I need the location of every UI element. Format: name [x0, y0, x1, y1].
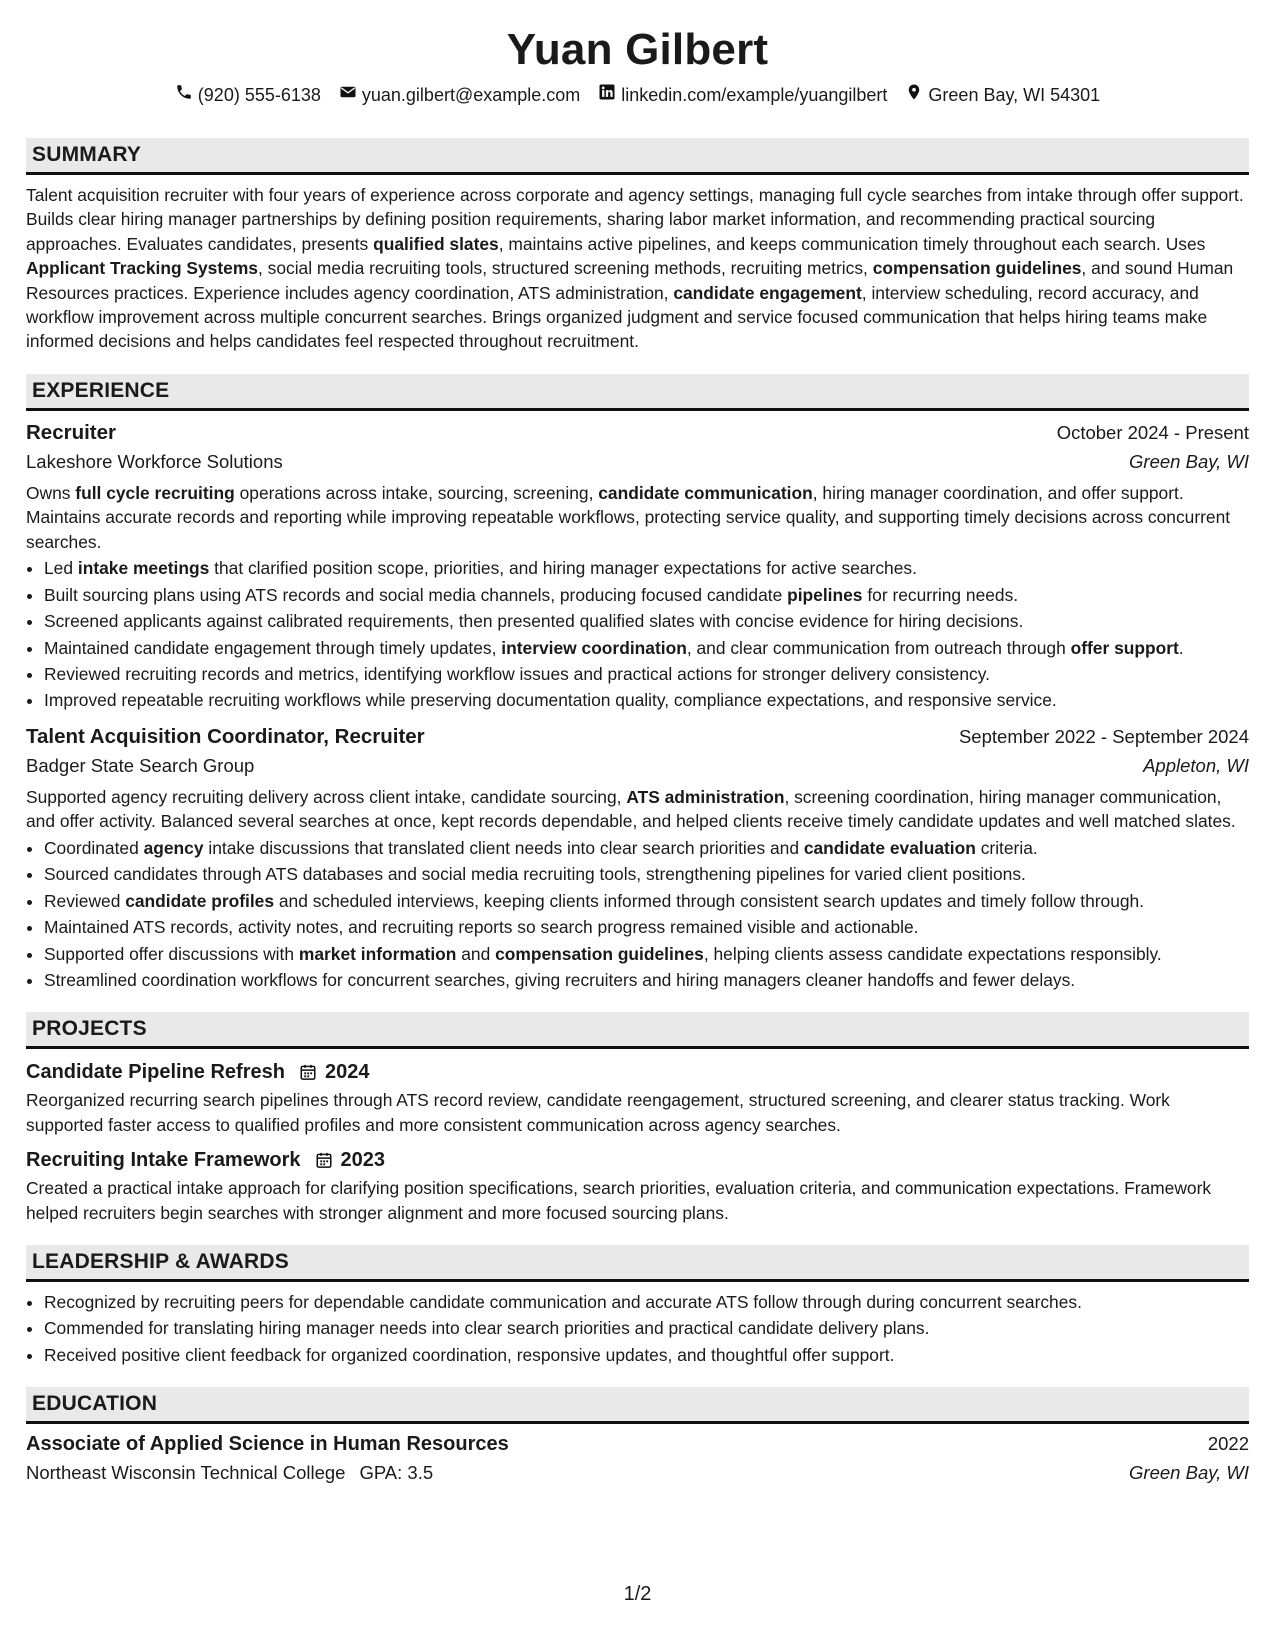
bold-text: ATS administration [626, 786, 785, 807]
list-item: • Received positive client feedback for organized coordination, responsive updates, and thoughtful offer support. [44, 1343, 1249, 1367]
bold-text: candidate profiles [125, 890, 275, 911]
list-item: • Built sourcing plans using ATS records and social media channels, producing focused candidate pipelines for recurring needs. [44, 583, 1249, 607]
list-item: • Recognized by recruiting peers for dependable candidate communication and accurate ATS follow through during concurrent searches. [44, 1290, 1249, 1314]
contact-email[interactable] [339, 82, 580, 108]
linkedin-icon [598, 82, 616, 108]
map-pin-icon [905, 82, 923, 108]
section-heading: EXPERIENCE [26, 374, 1249, 411]
leadership-bullets [26, 1290, 1249, 1367]
list-item: • Reviewed recruiting records and metrics, identifying workflow issues and practical actions for stronger delivery consistency. [44, 662, 1249, 686]
company-name: Lakeshore Workforce Solutions [26, 450, 283, 472]
job-bullets [26, 836, 1249, 993]
job-summary: Supported agency recruiting delivery across client intake, candidate sourcing, ATS administration, screening coordination, hiring manager communication, and offer activity. Balanced several searches at once, kept records dependable, and helped clients receive timely candidate updates and well matched slates. [26, 786, 1236, 832]
project-description: Reorganized recurring search pipelines through ATS record review, candidate reengagement, structured screening, and clearer status tracking. Work supported faster access to qualified profiles and more consistent communication across agency searches. [26, 1090, 1170, 1135]
project-entry [26, 1058, 1249, 1137]
bold-text: intake meetings [77, 558, 210, 579]
job-location: Green Bay, WI [1129, 450, 1249, 472]
bold-text: agency [143, 837, 204, 858]
education-year: 2022 [1207, 1433, 1249, 1455]
candidate-name: Yuan Gilbert [506, 25, 769, 74]
bold-text: offer support [1070, 637, 1179, 658]
bold-text: interview coordination [501, 637, 687, 658]
location-text: Green Bay, WI 54301 [928, 85, 1101, 105]
contact-linkedin[interactable] [598, 82, 887, 108]
bold-text: compensation guidelines [495, 943, 704, 964]
summary-section [26, 138, 1249, 354]
project-name: Recruiting Intake Framework [26, 1149, 301, 1172]
section-heading: PROJECTS [26, 1012, 1249, 1049]
gpa: GPA: 3.5 [359, 1462, 434, 1484]
section-heading: LEADERSHIP & AWARDS [26, 1245, 1249, 1282]
project-year: 2024 [324, 1061, 370, 1084]
project-name: Candidate Pipeline Refresh [26, 1061, 285, 1084]
bold-text: market information [298, 943, 457, 964]
list-item: • Supported offer discussions with market information and compensation guidelines, helping clients assess candidate expectations responsibly. [44, 942, 1249, 966]
list-item: • Commended for translating hiring manager needs into clear search priorities and practical candidate delivery plans. [44, 1316, 1249, 1340]
leadership-section [26, 1245, 1249, 1367]
list-item: • Led intake meetings that clarified position scope, priorities, and hiring manager expectations for active searches. [44, 556, 1249, 580]
phone-text: (920) 555-6138 [197, 85, 321, 105]
list-item: • Screened applicants against calibrated requirements, then presented qualified slates with concise evidence for hiring decisions. [44, 609, 1249, 633]
list-item: • Streamlined coordination workflows for concurrent searches, giving recruiters and hiring managers cleaner handoffs and fewer delays. [44, 968, 1249, 992]
experience-section [26, 374, 1249, 992]
list-item: • Sourced candidates through ATS databases and social media recruiting tools, strengthening pipelines for varied client positions. [44, 862, 1249, 886]
degree-title: Associate of Applied Science in Human Resources [26, 1433, 509, 1456]
bold-text: candidate engagement [673, 282, 862, 303]
bold-text: qualified slates [373, 233, 499, 254]
linkedin-text: linkedin.com/example/yuangilbert [621, 85, 888, 105]
section-heading: EDUCATION [26, 1387, 1249, 1424]
list-item: • Improved repeatable recruiting workflows while preserving documentation quality, compliance expectations, and responsive service. [44, 688, 1249, 712]
calendar-icon [299, 1063, 317, 1081]
job-dates: October 2024 - Present [1056, 421, 1249, 443]
company-name: Badger State Search Group [26, 754, 255, 776]
section-heading: SUMMARY [26, 138, 1249, 175]
education-section [26, 1387, 1249, 1488]
job-location: Appleton, WI [1143, 754, 1249, 776]
project-year: 2023 [340, 1149, 386, 1172]
bold-text: Applicant Tracking Systems [26, 258, 258, 279]
email-text: yuan.gilbert@example.com [361, 85, 581, 105]
phone-icon [175, 82, 193, 108]
contact-bar [26, 82, 1249, 108]
project-description: Created a practical intake approach for clarifying position specifications, search priorities, evaluation criteria, and communication expectations. Framework helped recruiters begin searches with stronger alignment and more focused sourcing plans. [26, 1178, 1212, 1223]
school-name: Northeast Wisconsin Technical College [26, 1462, 346, 1484]
calendar-icon [315, 1151, 333, 1169]
summary-text: Talent acquisition recruiter with four years of experience across corporate and agency settings, managing full cycle searches from intake through offer support. Builds clear hiring manager partnerships by defining position requirements, sharing labor market information, and recommending practical sourcing approaches. Evaluates candidates, presents qualified slates, maintains active pipelines, and keeps communication timely throughout each search. Uses Applicant Tracking Systems, social media recruiting tools, structured screening methods, recruiting metrics, compensation guidelines, and sound Human Resources practices. Experience includes agency coordination, ATS administration, candidate engagement, interview scheduling, record accuracy, and workflow improvement across multiple concurrent searches. Brings organized judgment and service focused communication that helps hiring teams make informed decisions and helps candidates feel respected throughout recruitment. [26, 185, 1244, 352]
bold-text: compensation guidelines [872, 258, 1082, 279]
bold-text: full cycle recruiting [75, 482, 235, 503]
job-title: Recruiter [26, 420, 117, 444]
page-indicator: 1/2 [623, 1583, 652, 1605]
job-entry [26, 723, 1249, 993]
job-dates: September 2022 - September 2024 [958, 725, 1249, 747]
contact-location [905, 82, 1100, 108]
list-item: • Coordinated agency intake discussions that translated client needs into clear search priorities and candidate evaluation criteria. [44, 836, 1249, 860]
list-item: • Reviewed candidate profiles and scheduled interviews, keeping clients informed through consistent search updates and timely follow through. [44, 889, 1249, 913]
job-title: Talent Acquisition Coordinator, Recruiter [26, 724, 425, 748]
bold-text: pipelines [787, 584, 863, 605]
envelope-icon [339, 82, 357, 108]
job-entry [26, 419, 1249, 713]
project-entry [26, 1146, 1249, 1225]
list-item: • Maintained ATS records, activity notes, and recruiting reports so search progress remained visible and actionable. [44, 915, 1249, 939]
list-item: • Maintained candidate engagement through timely updates, interview coordination, and clear communication from outreach through offer support. [44, 636, 1249, 660]
job-bullets [26, 556, 1249, 713]
bold-text: candidate communication [598, 482, 813, 503]
projects-section [26, 1012, 1249, 1225]
job-summary: Owns full cycle recruiting operations across intake, sourcing, screening, candidate communication, hiring manager coordination, and offer support. Maintains accurate records and reporting while improving repeatable workflows, protecting service quality, and supporting timely decisions across concurrent searches. [26, 482, 1231, 552]
education-location: Green Bay, WI [1129, 1462, 1249, 1484]
contact-phone [175, 82, 321, 108]
bold-text: candidate evaluation [803, 837, 976, 858]
